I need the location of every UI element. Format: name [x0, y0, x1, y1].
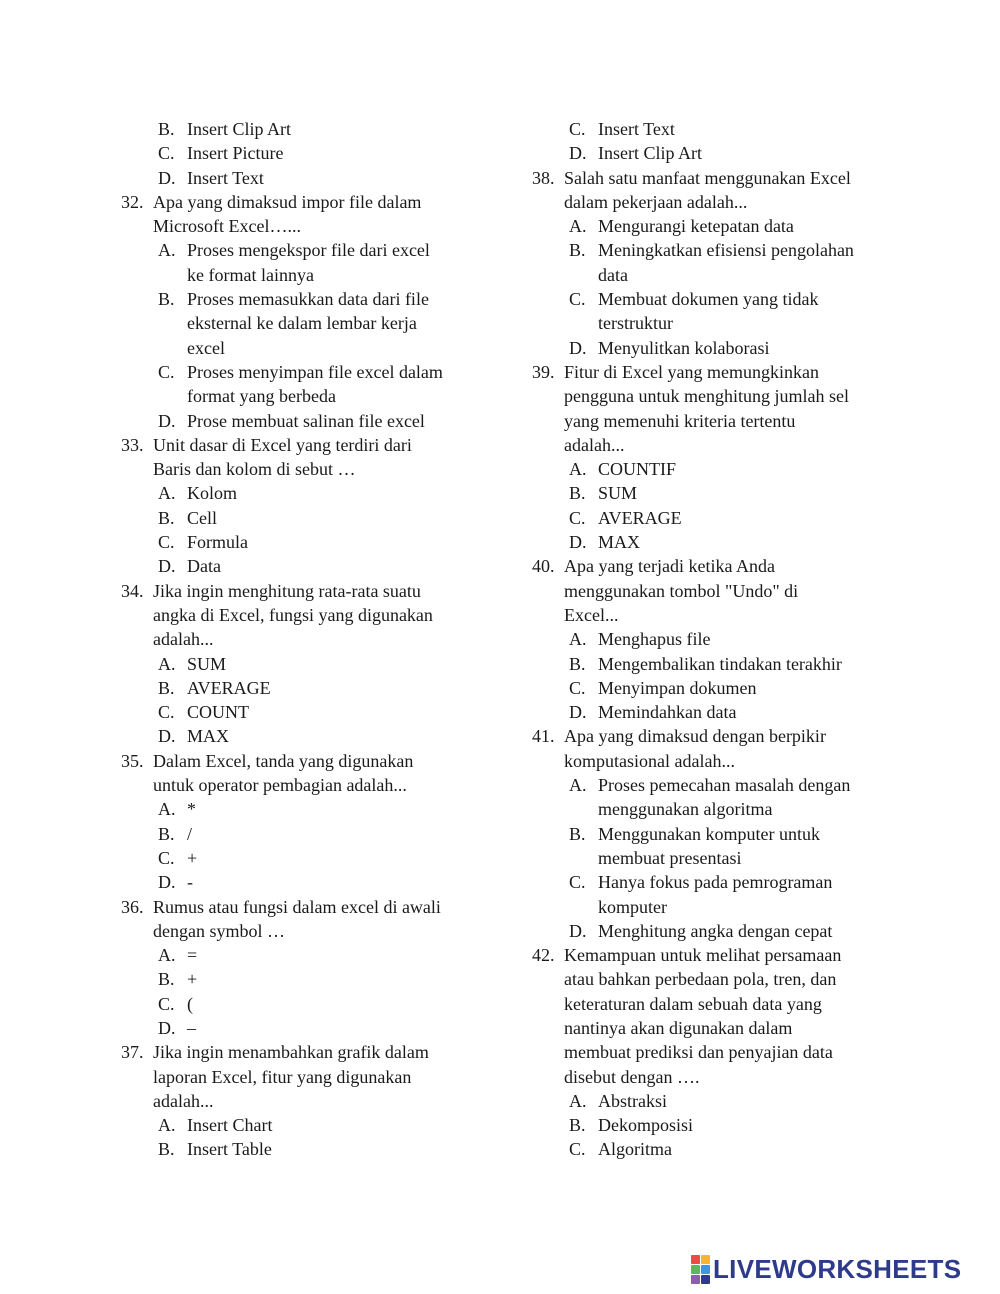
answer-option-line [121, 797, 501, 821]
option-letter: A. [158, 945, 176, 966]
question-text: Kemampuan untuk melihat persamaan [564, 945, 842, 966]
question-number: 37. [121, 1042, 144, 1063]
answer-option-line [532, 481, 912, 505]
option-text: Menyulitkan kolaborasi [598, 337, 770, 358]
question-text: adalah... [153, 629, 214, 650]
question-continuation-line [121, 1089, 501, 1113]
option-text: AVERAGE [598, 507, 682, 528]
answer-option-line [121, 967, 501, 991]
answer-option-line [121, 870, 501, 894]
option-letter: C. [569, 872, 586, 893]
question-text: Fitur di Excel yang memungkinkan [564, 361, 819, 382]
option-text: Hanya fokus pada pemrograman [598, 872, 833, 893]
option-letter: A. [569, 216, 587, 237]
answer-option-line [532, 627, 912, 651]
question-number: 35. [121, 750, 144, 771]
question-text: Jika ingin menghitung rata-rata suatu [153, 580, 421, 601]
answer-option-line [532, 1089, 912, 1113]
question-text: Apa yang terjadi ketika Anda [564, 556, 775, 577]
answer-option-line [121, 1016, 501, 1040]
option-text: Mengurangi ketepatan data [598, 216, 794, 237]
answer-option-line [532, 530, 912, 554]
question-text: Unit dasar di Excel yang terdiri dari [153, 434, 412, 455]
question-continuation-line [532, 579, 912, 603]
option-text: Data [187, 556, 221, 577]
question-text: keteraturan dalam sebuah data yang [564, 993, 822, 1014]
option-letter: B. [569, 653, 586, 674]
answer-option-line [121, 724, 501, 748]
option-letter: D. [158, 410, 176, 431]
option-text: Insert Clip Art [598, 143, 702, 164]
option-text: Proses mengekspor file dari excel [187, 240, 430, 261]
option-letter: A. [158, 240, 176, 261]
answer-option-line [121, 238, 501, 262]
option-text: Kolom [187, 483, 238, 504]
option-text: MAX [187, 726, 230, 747]
question-text: dalam pekerjaan adalah... [564, 191, 748, 212]
option-letter: A. [158, 799, 176, 820]
option-text: AVERAGE [187, 677, 271, 698]
question-text: pengguna untuk menghitung jumlah sel [564, 386, 849, 407]
question-number: 34. [121, 580, 144, 601]
answer-option-line [121, 846, 501, 870]
option-text: ke format lainnya [187, 264, 314, 285]
question-text: adalah... [564, 434, 625, 455]
option-text: Memindahkan data [598, 702, 737, 723]
option-letter: C. [569, 1139, 586, 1160]
option-text: Insert Text [187, 167, 264, 188]
option-text: + [187, 969, 198, 990]
answer-option-line [121, 360, 501, 384]
right-column [532, 117, 912, 1162]
option-text: eksternal ke dalam lembar kerja [187, 313, 417, 334]
question-continuation-line [121, 214, 501, 238]
option-letter: D. [158, 556, 176, 577]
question-text: Apa yang dimaksud impor file dalam [153, 191, 422, 212]
option-letter: B. [569, 240, 586, 261]
option-letter: A. [158, 483, 176, 504]
option-letter: D. [569, 920, 587, 941]
option-letter: B. [158, 507, 175, 528]
option-text: komputer [598, 896, 667, 917]
option-text: terstruktur [598, 313, 673, 334]
answer-option-line [532, 919, 912, 943]
option-continuation-line [121, 263, 501, 287]
answer-option-line [532, 141, 912, 165]
option-text: ( [187, 993, 193, 1014]
question-text: Baris dan kolom di sebut … [153, 459, 356, 480]
option-letter: D. [158, 167, 176, 188]
option-text: Membuat dokumen yang tidak [598, 289, 819, 310]
option-letter: C. [158, 361, 175, 382]
question-continuation-line [121, 1065, 501, 1089]
left-column [121, 117, 501, 1162]
question-continuation-line [532, 190, 912, 214]
option-text: * [187, 799, 196, 820]
question-number: 41. [532, 726, 555, 747]
option-continuation-line [532, 846, 912, 870]
option-letter: A. [569, 459, 587, 480]
option-letter: B. [158, 823, 175, 844]
answer-option-line [121, 943, 501, 967]
question-line [532, 166, 912, 190]
answer-option-line [532, 336, 912, 360]
option-text: MAX [598, 532, 641, 553]
option-letter: C. [158, 143, 175, 164]
option-text: COUNT [187, 702, 249, 723]
answer-option-line [532, 506, 912, 530]
option-text: Insert Picture [187, 143, 284, 164]
option-continuation-line [121, 336, 501, 360]
logo-tile [691, 1255, 700, 1264]
option-text: Mengembalikan tindakan terakhir [598, 653, 842, 674]
option-text: membuat presentasi [598, 847, 742, 868]
answer-option-line [121, 287, 501, 311]
option-text: + [187, 847, 198, 868]
option-text: Formula [187, 532, 248, 553]
option-letter: C. [569, 119, 586, 139]
option-letter: A. [569, 629, 587, 650]
question-continuation-line [532, 409, 912, 433]
question-text: Excel... [564, 604, 619, 625]
question-line [121, 749, 501, 773]
option-letter: A. [569, 1090, 587, 1111]
question-text: adalah... [153, 1090, 214, 1111]
question-line [121, 895, 501, 919]
logo-tile [701, 1265, 710, 1274]
option-letter: B. [158, 677, 175, 698]
question-line [121, 579, 501, 603]
logo-tile [701, 1255, 710, 1264]
answer-option-line [532, 676, 912, 700]
liveworksheets-branding [691, 1254, 961, 1284]
option-text: SUM [187, 653, 227, 674]
answer-option-line [532, 870, 912, 894]
option-text: Prose membuat salinan file excel [187, 410, 425, 431]
answer-option-line [121, 822, 501, 846]
answer-option-line [121, 481, 501, 505]
question-line [121, 190, 501, 214]
question-text: disebut dengan …. [564, 1066, 700, 1087]
answer-option-line [121, 1137, 501, 1161]
question-continuation-line [532, 603, 912, 627]
answer-option-line [121, 506, 501, 530]
logo-tile [701, 1275, 710, 1284]
option-text: excel [187, 337, 225, 358]
question-continuation-line [121, 603, 501, 627]
option-letter: D. [158, 726, 176, 747]
answer-option-line [121, 992, 501, 1016]
question-line [121, 1040, 501, 1064]
option-letter: C. [569, 677, 586, 698]
option-letter: A. [158, 653, 176, 674]
option-letter: D. [569, 532, 587, 553]
option-text: Insert Clip Art [187, 119, 291, 139]
answer-option-line [121, 1113, 501, 1137]
question-number: 39. [532, 361, 555, 382]
question-continuation-line [121, 919, 501, 943]
question-text: Jika ingin menambahkan grafik dalam [153, 1042, 429, 1063]
option-continuation-line [121, 311, 501, 335]
option-text: Meningkatkan efisiensi pengolahan [598, 240, 854, 261]
question-continuation-line [121, 627, 501, 651]
option-text: Menghapus file [598, 629, 711, 650]
question-number: 38. [532, 167, 555, 188]
question-continuation-line [121, 457, 501, 481]
question-number: 42. [532, 945, 555, 966]
answer-option-line [121, 554, 501, 578]
answer-option-line [121, 141, 501, 165]
option-letter: B. [158, 969, 175, 990]
answer-option-line [532, 652, 912, 676]
question-continuation-line [532, 967, 912, 991]
logo-tile [691, 1275, 700, 1284]
question-text: atau bahkan perbedaan pola, tren, dan [564, 969, 837, 990]
option-letter: C. [158, 993, 175, 1014]
option-letter: B. [569, 823, 586, 844]
answer-option-line [121, 409, 501, 433]
liveworksheets-logo-icon [691, 1255, 710, 1284]
question-line [532, 554, 912, 578]
option-continuation-line [532, 311, 912, 335]
option-letter: C. [569, 507, 586, 528]
option-letter: B. [569, 1115, 586, 1136]
question-continuation-line [532, 749, 912, 773]
option-continuation-line [532, 895, 912, 919]
option-continuation-line [121, 384, 501, 408]
liveworksheets-logo-text: LIVEWORKSHEETS [713, 1253, 962, 1284]
question-line [532, 360, 912, 384]
option-letter: C. [569, 289, 586, 310]
question-text: laporan Excel, fitur yang digunakan [153, 1066, 412, 1087]
option-text: / [187, 823, 193, 844]
option-text: format yang berbeda [187, 386, 336, 407]
question-text: komputasional adalah... [564, 750, 735, 771]
answer-option-line [532, 773, 912, 797]
answer-option-line [532, 238, 912, 262]
answer-option-line [121, 117, 501, 141]
question-line [532, 724, 912, 748]
question-number: 40. [532, 556, 555, 577]
answer-option-line [532, 700, 912, 724]
option-letter: D. [158, 1017, 176, 1038]
option-continuation-line [532, 797, 912, 821]
question-continuation-line [532, 1016, 912, 1040]
question-continuation-line [532, 1040, 912, 1064]
question-number: 32. [121, 191, 144, 212]
option-continuation-line [532, 263, 912, 287]
option-text: = [187, 945, 198, 966]
question-text: Microsoft Excel…... [153, 216, 301, 237]
question-text: menggunakan tombol "Undo" di [564, 580, 799, 601]
question-text: Salah satu manfaat menggunakan Excel [564, 167, 851, 188]
answer-option-line [532, 1137, 912, 1161]
option-letter: A. [158, 1115, 176, 1136]
option-letter: D. [569, 702, 587, 723]
answer-option-line [532, 214, 912, 238]
option-text: Dekomposisi [598, 1115, 694, 1136]
option-letter: C. [158, 532, 175, 553]
option-text: – [187, 1017, 196, 1038]
question-continuation-line [532, 992, 912, 1016]
option-text: Proses memasukkan data dari file [187, 289, 429, 310]
question-continuation-line [532, 384, 912, 408]
question-text: angka di Excel, fungsi yang digunakan [153, 604, 433, 625]
option-text: Insert Table [187, 1139, 272, 1160]
question-number: 33. [121, 434, 144, 455]
question-text: yang memenuhi kriteria tertentu [564, 410, 796, 431]
answer-option-line [532, 287, 912, 311]
option-letter: A. [569, 775, 587, 796]
option-text: Insert Chart [187, 1115, 273, 1136]
option-text: SUM [598, 483, 638, 504]
question-line [121, 433, 501, 457]
option-letter: D. [158, 872, 176, 893]
option-text: Menyimpan dokumen [598, 677, 757, 698]
question-text: Rumus atau fungsi dalam excel di awali [153, 896, 441, 917]
option-text: Proses pemecahan masalah dengan [598, 775, 851, 796]
option-text: COUNTIF [598, 459, 677, 480]
option-text: data [598, 264, 628, 285]
answer-option-line [121, 166, 501, 190]
option-letter: B. [569, 483, 586, 504]
option-text: Abstraksi [598, 1090, 667, 1111]
question-text: untuk operator pembagian adalah... [153, 775, 407, 796]
question-text: dengan symbol … [153, 920, 285, 941]
option-letter: C. [158, 847, 175, 868]
option-letter: B. [158, 119, 175, 139]
answer-option-line [121, 700, 501, 724]
answer-option-line [532, 1113, 912, 1137]
question-continuation-line [532, 1065, 912, 1089]
answer-option-line [121, 530, 501, 554]
option-text: - [187, 872, 193, 893]
answer-option-line [532, 822, 912, 846]
answer-option-line [532, 457, 912, 481]
question-text: nantinya akan digunakan dalam [564, 1017, 793, 1038]
option-letter: D. [569, 143, 587, 164]
question-text: Apa yang dimaksud dengan berpikir [564, 726, 826, 747]
question-text: Dalam Excel, tanda yang digunakan [153, 750, 414, 771]
option-text: Algoritma [598, 1139, 672, 1160]
option-letter: D. [569, 337, 587, 358]
answer-option-line [121, 652, 501, 676]
option-text: menggunakan algoritma [598, 799, 773, 820]
option-letter: C. [158, 702, 175, 723]
logo-tile [691, 1265, 700, 1274]
option-text: Menghitung angka dengan cepat [598, 920, 833, 941]
answer-option-line [121, 676, 501, 700]
option-letter: B. [158, 1139, 175, 1160]
option-text: Insert Text [598, 119, 675, 139]
question-text: membuat prediksi dan penyajian data [564, 1042, 833, 1063]
option-text: Proses menyimpan file excel dalam [187, 361, 443, 382]
question-continuation-line [532, 433, 912, 457]
option-text: Cell [187, 507, 217, 528]
option-letter: B. [158, 289, 175, 310]
answer-option-line [532, 117, 912, 141]
question-line [532, 943, 912, 967]
option-text: Menggunakan komputer untuk [598, 823, 820, 844]
question-number: 36. [121, 896, 144, 917]
question-continuation-line [121, 773, 501, 797]
